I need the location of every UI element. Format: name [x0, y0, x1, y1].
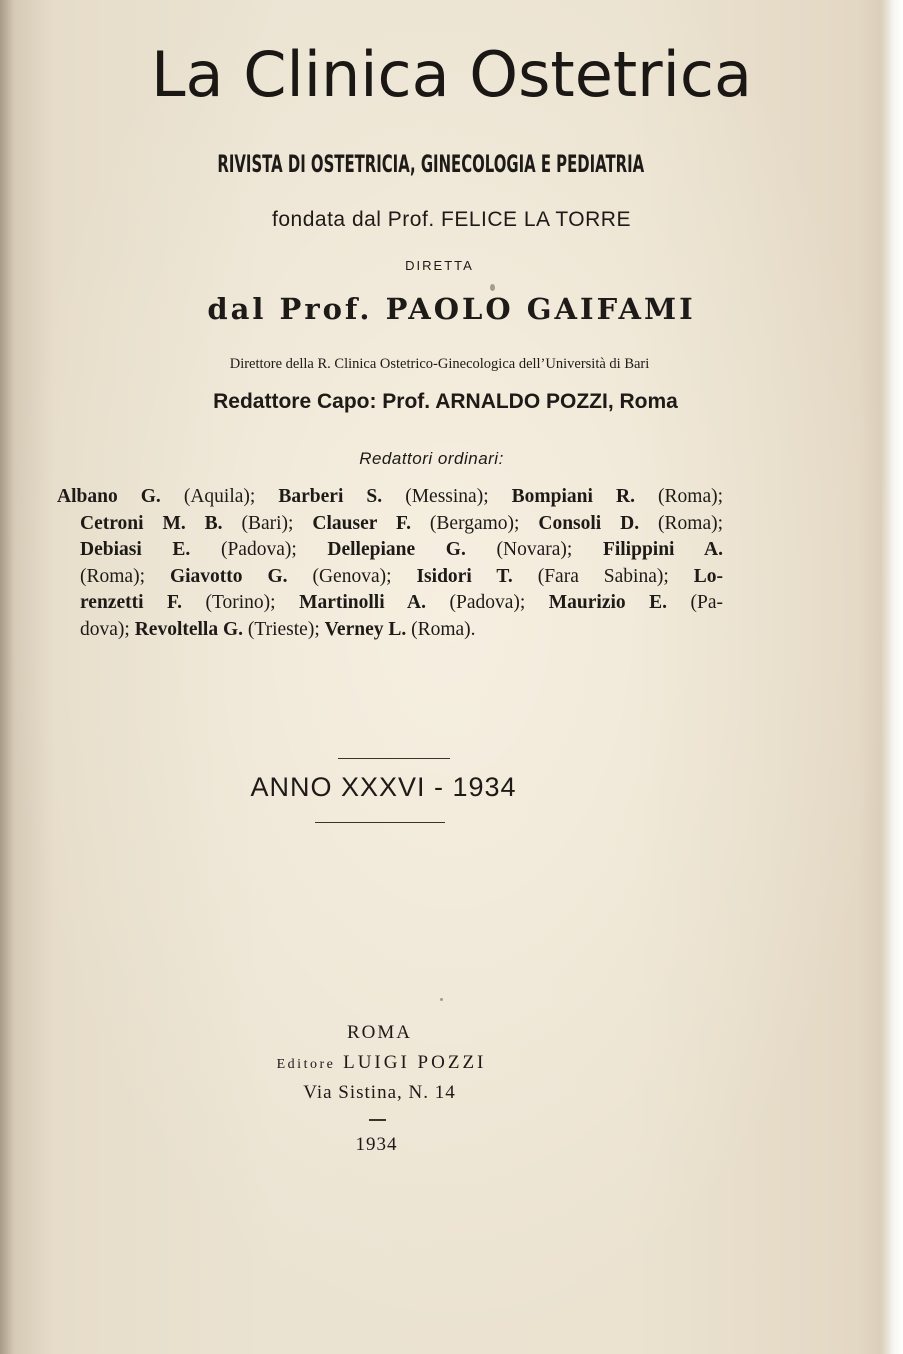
editor-city: (Padova); [426, 592, 549, 613]
rule-bottom [315, 822, 445, 823]
editor-name: Giavotto G. [169, 565, 288, 587]
editor-city: dova); [80, 618, 135, 640]
editor-in-chief: Redattore Capo: Prof. ARNALDO POZZI, Roma [213, 390, 678, 413]
editor-name: Verney L. [324, 618, 407, 640]
imprint-publisher [0, 1052, 833, 1074]
editor-city: (Bergamo); [410, 512, 539, 534]
imprint-city: ROMA [346, 1022, 412, 1043]
volume-year: ANNO XXXVI - 1934 [250, 772, 517, 802]
editors-line [57, 484, 723, 511]
editors-line [57, 564, 723, 591]
rule-top [338, 758, 450, 759]
editor-name: Filippini A. [602, 539, 724, 560]
editor-city: (Novara); [465, 539, 603, 560]
editor-name: Albano G. [57, 486, 161, 507]
journal-title: La Clinica Ostetrica [151, 38, 752, 111]
direction-label: DIRETTA [405, 258, 474, 273]
editor-name: Revoltella G. [134, 618, 244, 640]
director-name: dal Prof. PAOLO GAIFAMI [207, 292, 696, 326]
imprint-address: Via Sistina, N. 14 [303, 1082, 456, 1103]
editors-line [57, 590, 723, 617]
editor-name: Isidori T. [416, 565, 513, 587]
editor-city: (Torino); [182, 592, 300, 613]
editor-name: Dellepiane G. [327, 539, 466, 560]
editor-city: (Messina); [382, 486, 512, 507]
publisher-prefix: Editore [276, 1057, 336, 1072]
editor-name: Debiasi E. [80, 539, 191, 560]
editor-city: (Roma). [406, 618, 476, 640]
editor-city: (Padova); [190, 539, 328, 560]
editor-name: Cetroni M. B. [80, 512, 223, 534]
editor-name: Bompiani R. [511, 486, 635, 507]
editor-city: (Roma); [634, 486, 724, 507]
editors-line [57, 511, 723, 538]
publisher-name: LUIGI POZZI [343, 1052, 487, 1073]
editor-name: Lo- [693, 565, 723, 587]
editor-city: (Fara Sabina); [512, 565, 694, 587]
editor-name: Consoli D. [538, 512, 640, 534]
editor-name: Barberi S. [278, 486, 383, 507]
founder-line: fondata dal Prof. FELICE LA TORRE [272, 208, 631, 231]
editors-line [57, 617, 723, 644]
journal-subtitle: RIVISTA DI OSTETRICIA, GINECOLOGIA E PEDIATRIA [217, 150, 645, 178]
editor-city: (Aquila); [160, 486, 279, 507]
editor-name: Martinolli A. [299, 592, 427, 613]
editors-label: Redattori ordinari: [359, 449, 504, 468]
editor-name: Maurizio E. [548, 592, 668, 613]
director-role: Direttore della R. Clinica Ostetrico-Ginecologica dell’Università di Bari [229, 356, 650, 372]
editor-city: (Roma); [80, 565, 170, 587]
editor-city: (Genova); [287, 565, 417, 587]
imprint-year: 1934 [355, 1134, 398, 1155]
paper-speck [440, 998, 443, 1001]
editor-name: renzetti F. [80, 592, 182, 613]
editors-list [57, 484, 723, 643]
editor-name: Clauser F. [312, 512, 411, 534]
editor-city: (Pa- [667, 592, 724, 613]
editor-city: (Bari); [222, 512, 313, 534]
editors-line [57, 537, 723, 564]
page-edge [881, 0, 903, 1354]
paper-speck [490, 284, 495, 291]
editor-city: (Trieste); [243, 618, 325, 640]
imprint-dash [369, 1119, 386, 1121]
editor-city: (Roma); [639, 512, 724, 534]
